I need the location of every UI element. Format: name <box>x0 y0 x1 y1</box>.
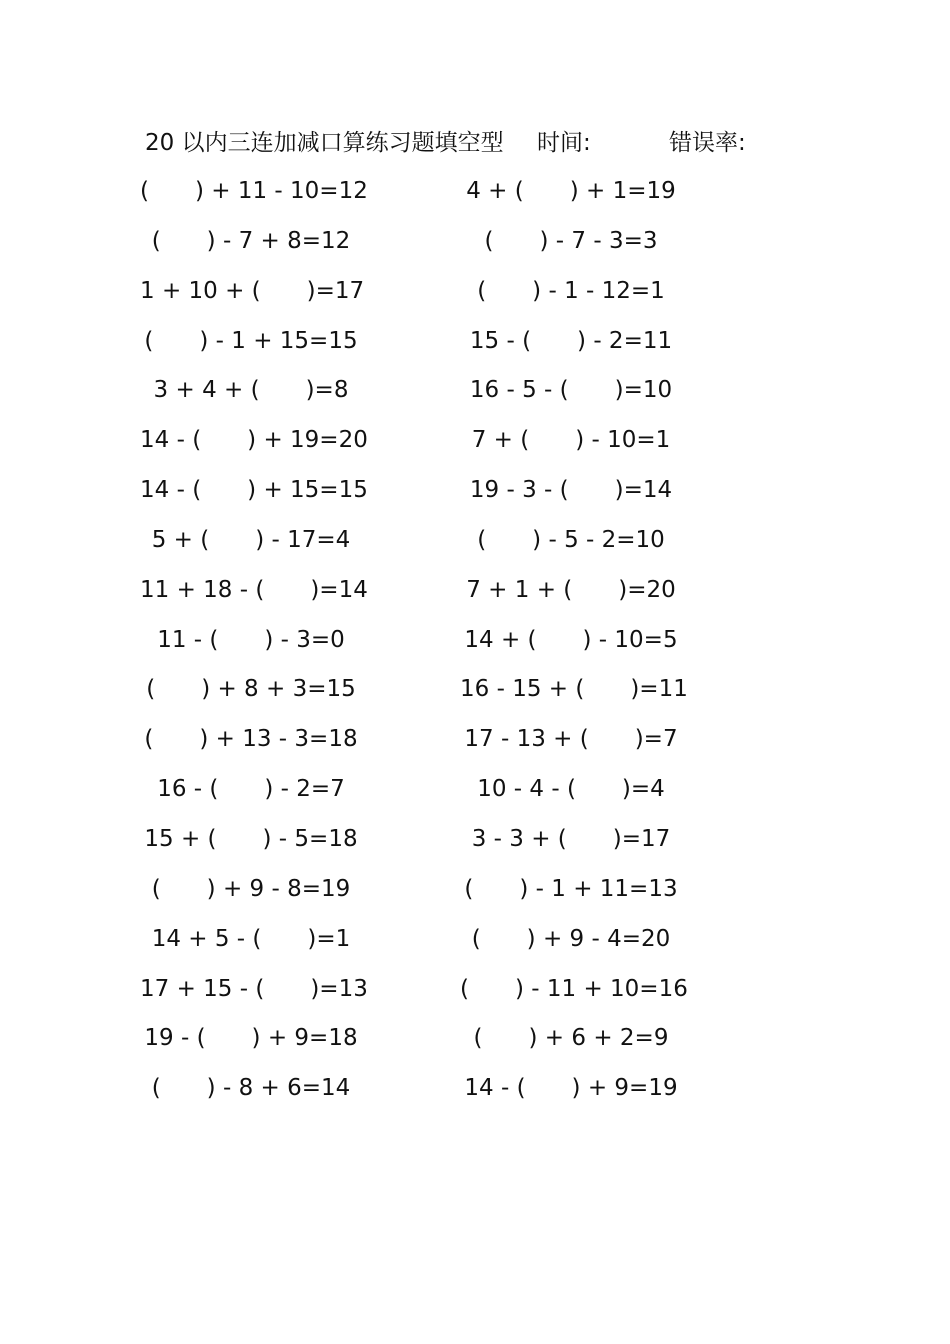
problem-item: 5 + ( ) - 17=4 <box>151 526 351 553</box>
problem-item: 19 - 3 - ( )=14 <box>469 477 673 504</box>
worksheet-header <box>145 126 785 160</box>
problem-item: ( ) - 7 + 8=12 <box>151 227 351 254</box>
worksheet-title: 20 以内三连加减口算练习题填空型 <box>145 130 504 156</box>
problem-column-left <box>140 173 368 1120</box>
problem-item: ( ) + 9 - 4=20 <box>471 925 671 952</box>
problem-item: ( ) + 8 + 3=15 <box>146 676 356 703</box>
problem-column-right <box>460 173 688 1120</box>
problem-item: 10 - 4 - ( )=4 <box>477 776 665 803</box>
problem-item: 14 + ( ) - 10=5 <box>464 626 678 653</box>
problem-item: 4 + ( ) + 1=19 <box>466 178 676 204</box>
problem-item: 17 - 13 + ( )=7 <box>464 726 678 753</box>
problem-item: 14 - ( ) + 15=15 <box>140 477 368 504</box>
problem-item: ( ) + 11 - 10=12 <box>140 178 368 204</box>
problem-item: ( ) - 1 + 11=13 <box>464 875 678 902</box>
problem-item: ( ) + 9 - 8=19 <box>151 875 351 902</box>
problem-item: 3 + 4 + ( )=8 <box>153 377 349 404</box>
problem-item: 14 - ( ) + 19=20 <box>140 427 368 454</box>
time-label: 时间: <box>537 130 591 156</box>
problem-item: ( ) - 5 - 2=10 <box>477 526 665 553</box>
problem-item: 19 - ( ) + 9=18 <box>144 1025 358 1052</box>
problem-item: ( ) - 8 + 6=14 <box>151 1075 351 1102</box>
problem-item: ( ) + 13 - 3=18 <box>144 726 358 753</box>
problem-item: 16 - ( ) - 2=7 <box>157 776 345 803</box>
problem-item: 16 - 15 + ( )=11 <box>460 676 688 703</box>
problem-item: 14 - ( ) + 9=19 <box>464 1075 678 1102</box>
problem-item: 11 + 18 - ( )=14 <box>140 576 368 603</box>
error-rate-label: 错误率: <box>669 130 746 156</box>
problem-item: 15 + ( ) - 5=18 <box>144 825 358 852</box>
problem-item: ( ) - 7 - 3=3 <box>484 227 658 254</box>
problem-item: ( ) - 11 + 10=16 <box>460 975 688 1002</box>
problem-item: ( ) + 6 + 2=9 <box>473 1025 669 1052</box>
problem-item: 11 - ( ) - 3=0 <box>157 626 345 653</box>
problem-item: 3 - 3 + ( )=17 <box>471 825 671 852</box>
problem-item: ( ) - 1 + 15=15 <box>144 327 358 354</box>
problem-item: 7 + 1 + ( )=20 <box>466 576 676 603</box>
problem-item: 1 + 10 + ( )=17 <box>140 277 365 304</box>
problem-item: 7 + ( ) - 10=1 <box>471 427 671 454</box>
problem-item: 16 - 5 - ( )=10 <box>469 377 673 404</box>
problem-item: 14 + 5 - ( )=1 <box>151 925 351 952</box>
problem-item: 17 + 15 - ( )=13 <box>140 975 368 1002</box>
problem-item: ( ) - 1 - 12=1 <box>477 277 665 304</box>
problem-item: 15 - ( ) - 2=11 <box>469 327 673 354</box>
